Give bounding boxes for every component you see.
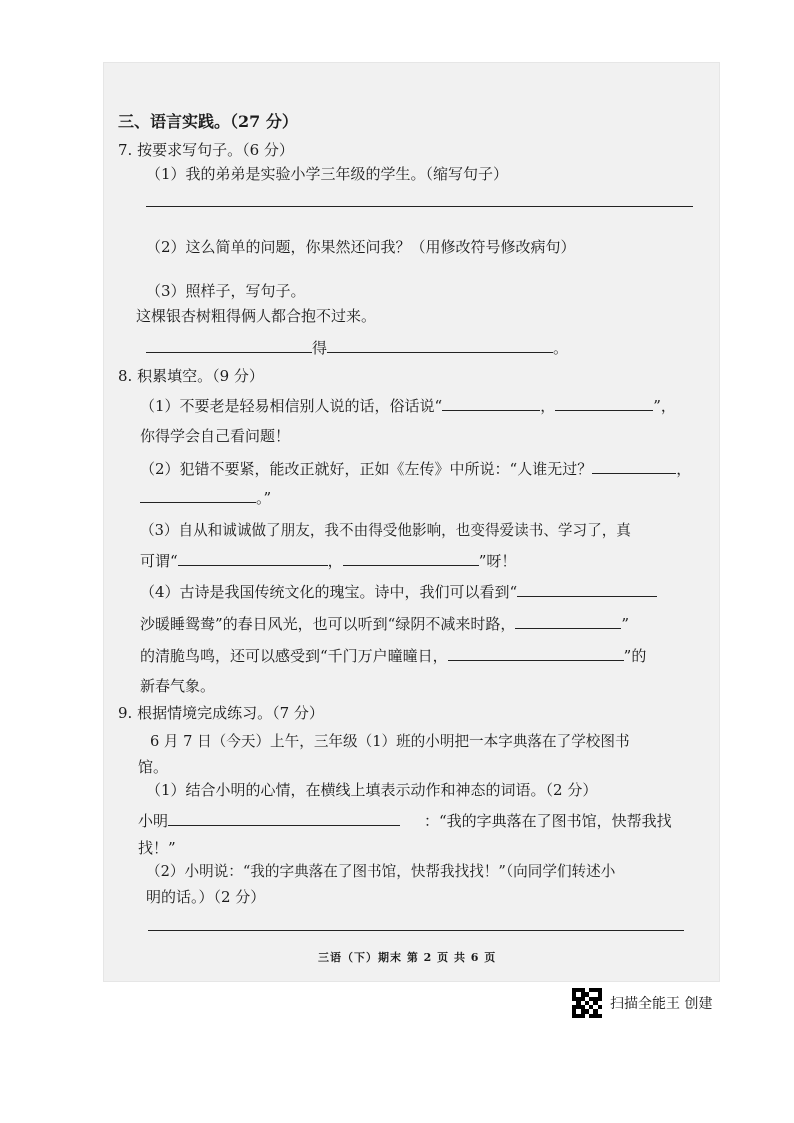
q7-imitation-line	[146, 338, 568, 358]
q9-answer-line[interactable]	[148, 930, 684, 931]
q8-4-blank-1[interactable]	[517, 582, 657, 597]
q9-1-quote: ：“我的字典落在了图书馆，快帮我找	[424, 812, 672, 830]
watermark-text: 扫描全能王 创建	[610, 996, 713, 1012]
q9-item-1-line	[138, 811, 672, 831]
q8-item-4-line4: 新春气象。	[140, 677, 216, 695]
q8-item-2	[140, 459, 691, 479]
q7-item-2: （2）这么简单的问题，你果然还问我？（用修改符号修改病句）	[146, 238, 576, 256]
q9-item-2: （2）小明说：“我的字典落在了图书馆，快帮我找找！”（向同学们转述小	[146, 863, 616, 880]
q8-2-blank-2[interactable]	[140, 488, 256, 503]
q8-item-3-cont	[140, 551, 516, 571]
q8-item-2-cont	[140, 488, 271, 508]
q9-xiaoming: 小明	[138, 812, 169, 830]
q8-item-4	[140, 582, 657, 602]
q8-2-close: 。”	[256, 489, 272, 507]
q9-item-2-cont: 明的话。）（2 分）	[146, 888, 266, 906]
q9-item-1-cont: 找！”	[138, 839, 176, 857]
q8-4-text-2: 沙暖睡鸳鸯”的春日风光，也可以听到“绿阴不减来时路，	[140, 615, 516, 633]
q8-3-comma: ，	[327, 552, 343, 570]
section-title: 三、语言实践。（27 分）	[118, 112, 298, 131]
q8-3-blank-1[interactable]	[178, 551, 328, 566]
q8-2-comma: ，	[676, 460, 692, 478]
q8-3-blank-2[interactable]	[343, 551, 479, 566]
q8-item-1-cont: 你得学会自己看问题！	[140, 427, 291, 445]
q8-3-close: ”呀！	[478, 552, 517, 570]
q7-item-1: （1）我的弟弟是实验小学三年级的学生。（缩写句子）	[146, 165, 509, 183]
q9-context: 6 月 7 日（今天）上午，三年级（1）班的小明把一本字典落在了学校图书	[150, 733, 630, 750]
q8-1-close: ”，	[653, 397, 676, 415]
q8-4-quote-2: ”的	[623, 647, 647, 665]
q8-item-4-line3	[140, 646, 646, 666]
q8-1-text: （1）不要老是轻易相信别人说的话，俗话说“	[140, 397, 443, 415]
q7-item-3: （3）照样子，写句子。	[146, 282, 306, 300]
q9-context-cont: 馆。	[138, 758, 169, 776]
q8-1-comma: ，	[540, 397, 556, 415]
q8-3-text: 可谓“	[140, 552, 178, 570]
q8-4-text-3: 的清脆鸟鸣，还可以感受到“千门万户曈曈日，	[140, 647, 448, 665]
camscanner-watermark	[572, 988, 712, 1018]
q7-example: 这棵银杏树粗得俩人都合抱不过来。	[136, 307, 377, 325]
q8-4-blank-3[interactable]	[448, 646, 624, 661]
q7-blank-before[interactable]	[146, 338, 312, 353]
q7-end: 。	[553, 339, 569, 357]
q9-item-1: （1）结合小明的心情，在横线上填表示动作和神态的词语。（2 分）	[146, 781, 598, 799]
q8-2-blank-1[interactable]	[592, 459, 676, 474]
q8-4-blank-2[interactable]	[515, 614, 621, 629]
q8-4-text: （4）古诗是我国传统文化的瑰宝。诗中，我们可以看到“	[140, 583, 518, 601]
q8-item-1	[140, 396, 676, 416]
q9-1-blank[interactable]	[168, 811, 400, 826]
q9-title: 9. 根据情境完成练习。（7 分）	[118, 704, 324, 722]
qr-code-icon	[572, 988, 602, 1018]
q7-de: 得	[312, 339, 328, 357]
q8-item-3: （3）自从和诚诚做了朋友，我不由得受他影响，也变得爱读书、学习了，真	[140, 522, 631, 539]
q8-title: 8. 积累填空。（9 分）	[118, 367, 264, 385]
q7-blank-after[interactable]	[327, 338, 553, 353]
q7-answer-line-1[interactable]	[146, 206, 693, 207]
q8-1-blank-2[interactable]	[555, 396, 653, 411]
q7-title: 7. 按要求写句子。（6 分）	[118, 141, 294, 159]
q8-4-quote: ”	[621, 615, 630, 633]
q8-2-text: （2）犯错不要紧，能改正就好，正如《左传》中所说：“人谁无过？	[140, 460, 593, 478]
q8-item-4-line2	[140, 614, 629, 634]
page-footer: 三语（下）期末 第 2 页 共 6 页	[318, 951, 497, 964]
q8-1-blank-1[interactable]	[442, 396, 540, 411]
